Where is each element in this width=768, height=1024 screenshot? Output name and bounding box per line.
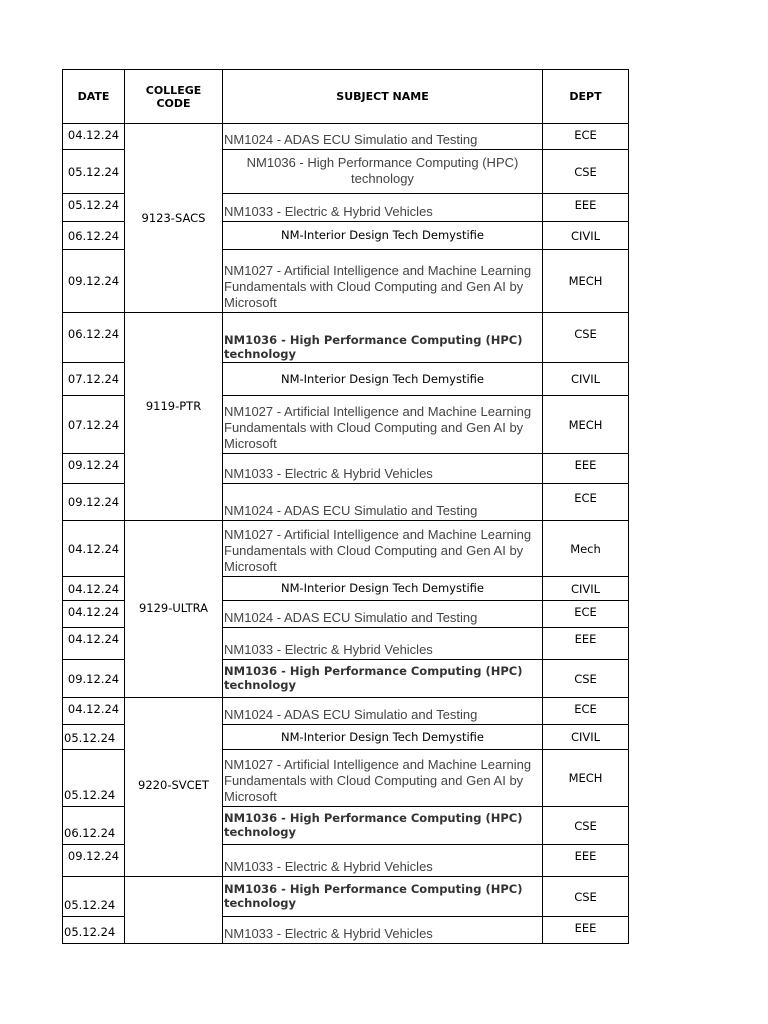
subject-cell: NM1033 - Electric & Hybrid Vehicles: [223, 628, 543, 660]
date-cell: 09.12.24: [63, 454, 125, 484]
date-cell: 09.12.24: [63, 250, 125, 313]
date-cell: 09.12.24: [63, 484, 125, 521]
subject-cell: NM1024 - ADAS ECU Simulatio and Testing: [223, 601, 543, 628]
table-row: [63, 698, 629, 725]
dept-cell: EEE: [543, 194, 629, 222]
subject-cell: NM1036 - High Performance Computing (HPC) technology: [223, 150, 543, 194]
date-cell: 05.12.24: [63, 877, 125, 917]
date-cell: 05.12.24: [63, 194, 125, 222]
dept-cell: CSE: [543, 807, 629, 845]
date-cell: 04.12.24: [63, 601, 125, 628]
date-cell: 04.12.24: [63, 698, 125, 725]
subject-cell: NM1027 - Artificial Intelligence and Machine Learning Fundamentals with Cloud Computing and Gen AI by Microsoft: [223, 750, 543, 807]
subject-cell: NM1036 - High Performance Computing (HPC) technology: [223, 660, 543, 698]
dept-cell: CSE: [543, 313, 629, 363]
subject-cell: NM1033 - Electric & Hybrid Vehicles: [223, 194, 543, 222]
dept-cell: MECH: [543, 396, 629, 454]
dept-cell: ECE: [543, 698, 629, 725]
header-college-code: COLLEGE CODE: [125, 70, 223, 124]
date-cell: 05.12.24: [63, 725, 125, 750]
date-cell: 05.12.24: [63, 750, 125, 807]
subject-cell: NM1024 - ADAS ECU Simulatio and Testing: [223, 698, 543, 725]
exam-schedule-sheet: [62, 69, 629, 944]
subject-cell: NM1027 - Artificial Intelligence and Machine Learning Fundamentals with Cloud Computing and Gen AI by Microsoft: [223, 396, 543, 454]
subject-cell: NM1024 - ADAS ECU Simulatio and Testing: [223, 484, 543, 521]
header-dept: DEPT: [543, 70, 629, 124]
date-cell: 05.12.24: [63, 917, 125, 944]
subject-cell: NM-Interior Design Tech Demystifie: [223, 725, 543, 750]
college-code-cell: 9119-PTR: [125, 313, 223, 521]
table-row: [63, 877, 629, 917]
subject-cell: NM1036 - High Performance Computing (HPC) technology: [223, 313, 543, 363]
dept-cell: CIVIL: [543, 725, 629, 750]
date-cell: 04.12.24: [63, 124, 125, 150]
dept-cell: ECE: [543, 124, 629, 150]
header-date: DATE: [63, 70, 125, 124]
date-cell: 09.12.24: [63, 660, 125, 698]
dept-cell: EEE: [543, 628, 629, 660]
subject-cell: NM1024 - ADAS ECU Simulatio and Testing: [223, 124, 543, 150]
subject-cell: NM-Interior Design Tech Demystifie: [223, 222, 543, 250]
subject-cell: NM1027 - Artificial Intelligence and Machine Learning Fundamentals with Cloud Computing and Gen AI by Microsoft: [223, 250, 543, 313]
dept-cell: CIVIL: [543, 222, 629, 250]
exam-schedule-table: [62, 69, 629, 944]
dept-cell: MECH: [543, 250, 629, 313]
subject-cell: NM1033 - Electric & Hybrid Vehicles: [223, 454, 543, 484]
date-cell: 07.12.24: [63, 363, 125, 396]
subject-cell: NM-Interior Design Tech Demystifie: [223, 577, 543, 601]
table-header-row: [63, 70, 629, 124]
date-cell: 06.12.24: [63, 222, 125, 250]
college-code-cell: [125, 877, 223, 944]
dept-cell: EEE: [543, 845, 629, 877]
date-cell: 04.12.24: [63, 577, 125, 601]
dept-cell: CSE: [543, 877, 629, 917]
date-cell: 04.12.24: [63, 628, 125, 660]
table-row: [63, 521, 629, 577]
dept-cell: MECH: [543, 750, 629, 807]
subject-cell: NM1033 - Electric & Hybrid Vehicles: [223, 845, 543, 877]
dept-cell: CIVIL: [543, 363, 629, 396]
subject-cell: NM1033 - Electric & Hybrid Vehicles: [223, 917, 543, 944]
college-code-cell: 9123-SACS: [125, 124, 223, 313]
dept-cell: ECE: [543, 601, 629, 628]
date-cell: 06.12.24: [63, 313, 125, 363]
table-row: [63, 313, 629, 363]
subject-cell: NM1036 - High Performance Computing (HPC) technology: [223, 877, 543, 917]
dept-cell: CIVIL: [543, 577, 629, 601]
date-cell: 09.12.24: [63, 845, 125, 877]
dept-cell: EEE: [543, 454, 629, 484]
date-cell: 04.12.24: [63, 521, 125, 577]
dept-cell: Mech: [543, 521, 629, 577]
dept-cell: ECE: [543, 484, 629, 521]
header-subject-name: SUBJECT NAME: [223, 70, 543, 124]
subject-cell: NM-Interior Design Tech Demystifie: [223, 363, 543, 396]
date-cell: 07.12.24: [63, 396, 125, 454]
subject-cell: NM1027 - Artificial Intelligence and Machine Learning Fundamentals with Cloud Computing and Gen AI by Microsoft: [223, 521, 543, 577]
dept-cell: EEE: [543, 917, 629, 944]
college-code-cell: 9220-SVCET: [125, 698, 223, 877]
date-cell: 05.12.24: [63, 150, 125, 194]
college-code-cell: 9129-ULTRA: [125, 521, 223, 698]
dept-cell: CSE: [543, 150, 629, 194]
dept-cell: CSE: [543, 660, 629, 698]
date-cell: 06.12.24: [63, 807, 125, 845]
subject-cell: NM1036 - High Performance Computing (HPC) technology: [223, 807, 543, 845]
table-row: [63, 124, 629, 150]
